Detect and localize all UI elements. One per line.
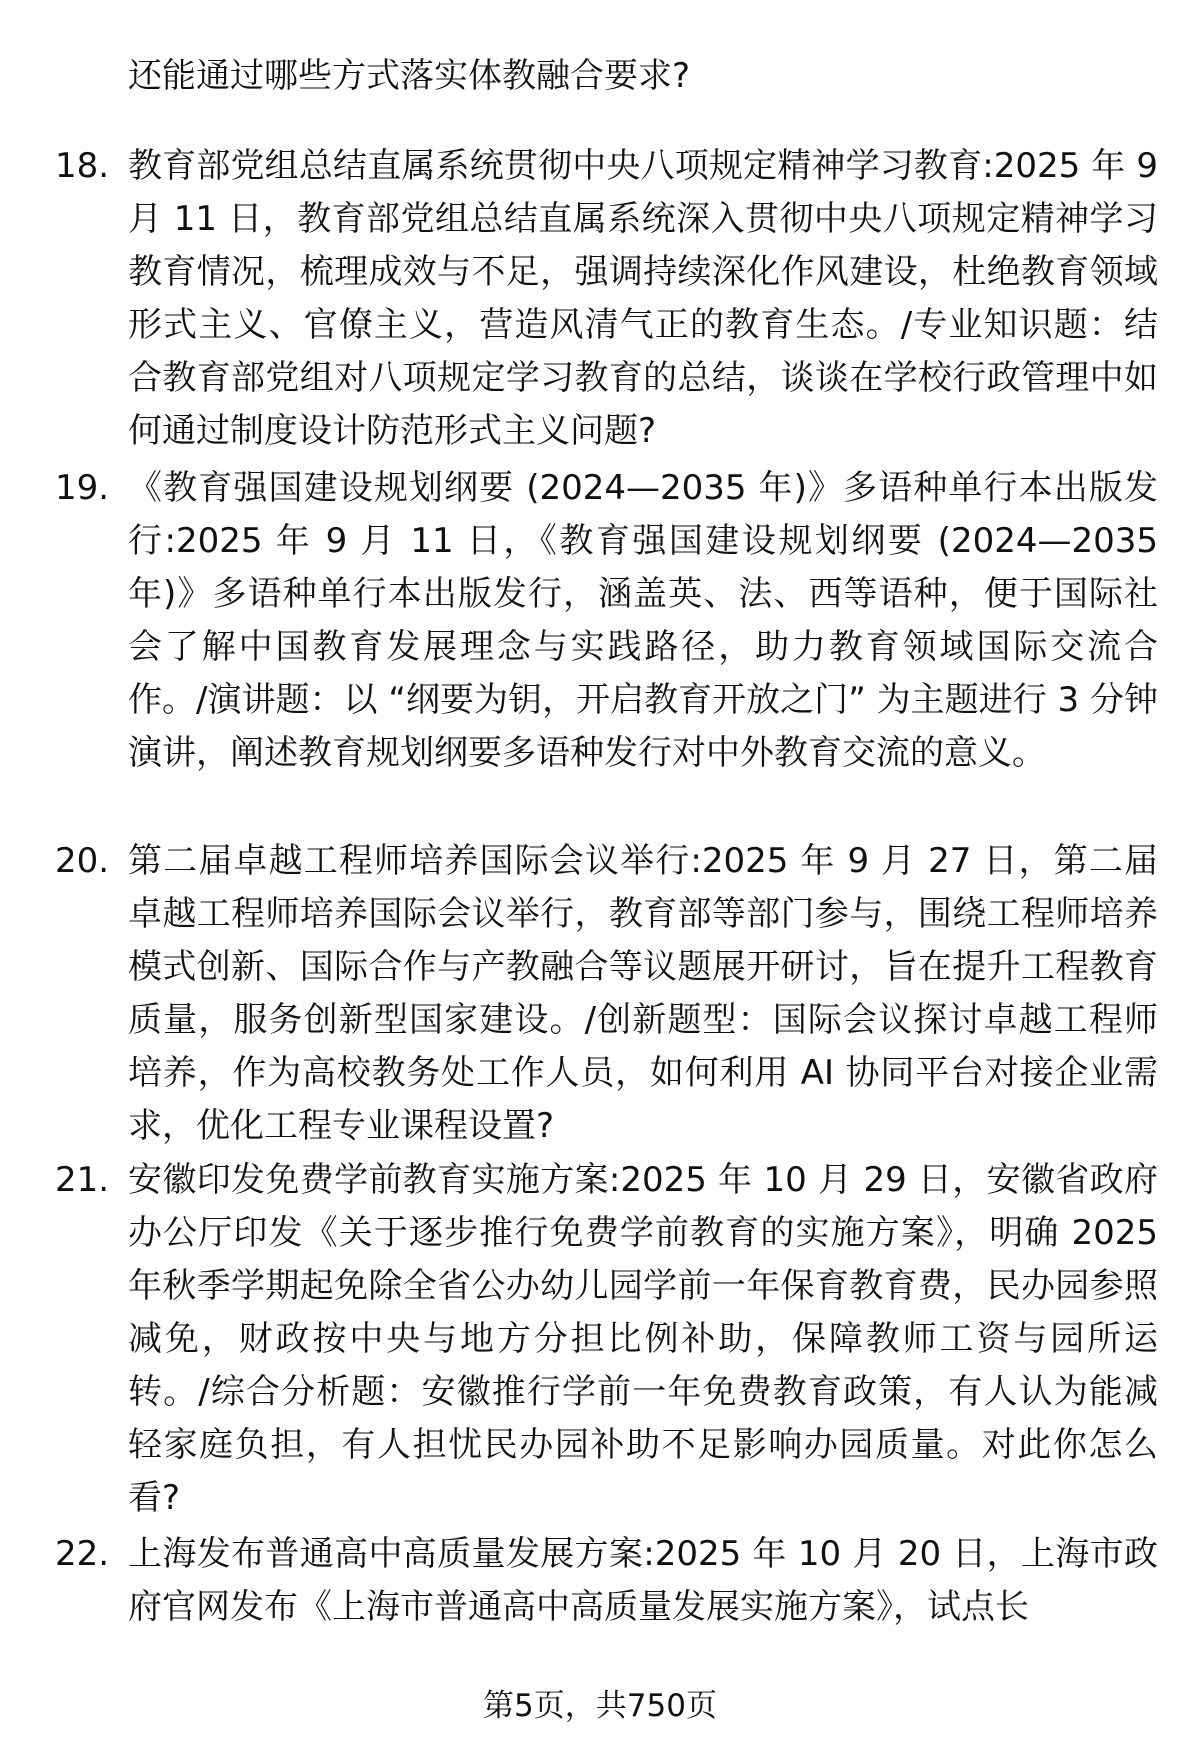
- page-footer: 第5页，共750页: [483, 1688, 717, 1724]
- item-number: 18.: [55, 146, 110, 186]
- item-text: 第二届卓越工程师培养国际会议举行:2025 年 9 月 27 日，第二届卓越工程师培养国际会议举行，教育部等部门参与，围绕工程师培养模式创新、国际合作与产教融合等议题展开研讨，旨在提升工程教育质量，服务创新型国家建设。/创新题型：国际会议探讨卓越工程师培养，作为高校教务处工作人员，如何利用 AI 协同平台对接企业需求，优化工程专业课程设置?: [128, 841, 1158, 1146]
- item-number: 19.: [55, 468, 110, 508]
- item-text: 《教育强国建设规划纲要 (2024—2035 年)》多语种单行本出版发行:2025 年 9 月 11 日，《教育强国建设规划纲要 (2024—2035 年)》多语种单行本出版发行，涵盖英、法、西等语种，便于国际社会了解中国教育发展理念与实践路径，助力教育领域国际交流合作。/演讲题：以 “纲要为钥，开启教育开放之门” 为主题进行 3 分钟演讲，阐述教育规划纲要多语种发行对中外教育交流的意义。: [128, 468, 1158, 773]
- item-number: 22.: [55, 1534, 110, 1574]
- item-text: 上海发布普通高中高质量发展方案:2025 年 10 月 20 日，上海市政府官网发布《上海市普通高中高质量发展实施方案》，试点长: [128, 1534, 1158, 1627]
- item-text: 安徽印发免费学前教育实施方案:2025 年 10 月 29 日，安徽省政府办公厅印发《关于逐步推行免费学前教育的实施方案》，明确 2025 年秋季学期起免除全省公办幼儿园学前一年保育教育费，民办园参照减免，财政按中央与地方分担比例补助，保障教师工资与园所运转。/综合分析题：安徽推行学前一年免费教育政策，有人认为能减轻家庭负担，有人担忧民办园补助不足影响办园质量。对此你怎么看?: [128, 1160, 1158, 1518]
- item-number: 20.: [55, 841, 110, 881]
- item-number: 21.: [55, 1160, 110, 1200]
- continuation-text: 还能通过哪些方式落实体教融合要求?: [128, 56, 691, 96]
- item-text: 教育部党组总结直属系统贯彻中央八项规定精神学习教育:2025 年 9 月 11 日，教育部党组总结直属系统深入贯彻中央八项规定精神学习教育情况，梳理成效与不足，强调持续深化作风建设，杜绝教育领域形式主义、官僚主义，营造风清气正的教育生态。/专业知识题：结合教育部党组对八项规定学习教育的总结，谈谈在学校行政管理中如何通过制度设计防范形式主义问题?: [128, 146, 1158, 451]
